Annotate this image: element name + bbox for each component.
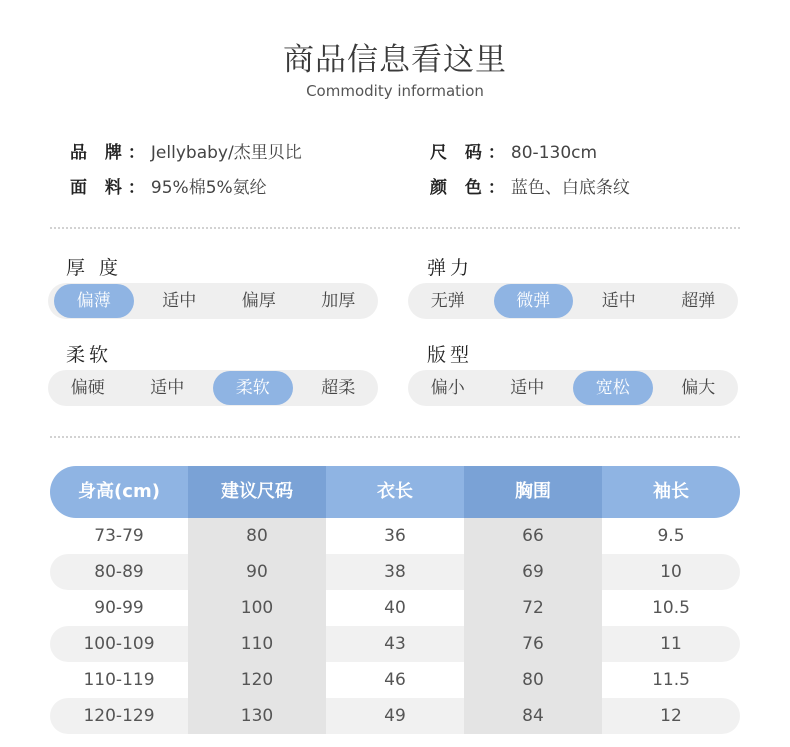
table-header: [50, 466, 740, 518]
column-header: 胸围: [464, 466, 602, 518]
page-header: [0, 40, 790, 100]
table-cell: 66: [464, 518, 602, 554]
table-cell: 73-79: [94, 526, 144, 546]
table-cell: 120-129: [83, 706, 155, 726]
table-cell: 38: [384, 562, 406, 582]
fit-option: 偏小: [430, 378, 465, 398]
page-subtitle: Commodity information: [306, 82, 484, 100]
table-cell: 90: [188, 554, 326, 590]
column-header: 建议尺码: [188, 466, 326, 518]
thickness-options: [48, 283, 378, 319]
table-row: [50, 698, 740, 734]
brand-value: Jellybaby/杰里贝比: [150, 143, 302, 163]
table-cell: 80: [188, 518, 326, 554]
elasticity-option: 超弹: [681, 291, 716, 311]
thickness-option: 偏薄: [54, 284, 134, 318]
table-cell: 110-119: [83, 670, 155, 690]
page-title: 商品信息看这里: [283, 42, 507, 78]
softness-options: [48, 370, 378, 406]
table-cell: 36: [384, 526, 406, 546]
table-cell: 84: [464, 698, 602, 734]
table-row: [50, 518, 740, 554]
info-color: [430, 173, 630, 198]
table-cell: 11: [660, 634, 682, 654]
fit-option: 宽松: [573, 371, 653, 405]
fabric-label: 面 料：: [70, 178, 151, 198]
table-row: [50, 626, 740, 662]
table-cell: 40: [384, 598, 406, 618]
elasticity-option: 适中: [601, 291, 636, 311]
brand-label: 品 牌：: [70, 143, 151, 163]
info-fabric: [70, 173, 267, 198]
fit-option: 偏大: [681, 378, 716, 398]
info-size: [430, 138, 597, 163]
elasticity-option: 微弹: [494, 284, 574, 318]
softness-option: 柔软: [213, 371, 293, 405]
table-cell: 43: [384, 634, 406, 654]
divider: [50, 227, 740, 229]
table-row: [50, 554, 740, 590]
thickness-option: 加厚: [321, 291, 356, 311]
table-cell: 69: [464, 554, 602, 590]
table-cell: 90-99: [94, 598, 144, 618]
size-value: 80-130cm: [510, 143, 598, 163]
divider: [50, 436, 740, 438]
table-cell: 130: [188, 698, 326, 734]
table-cell: 49: [384, 706, 406, 726]
softness-option: 超柔: [321, 378, 356, 398]
softness-title: 柔软: [66, 344, 113, 366]
column-header: 衣长: [377, 481, 413, 502]
table-cell: 72: [464, 590, 602, 626]
fit-options: [408, 370, 738, 406]
thickness-option: 适中: [162, 291, 197, 311]
table-cell: 80-89: [94, 562, 144, 582]
table-cell: 10: [660, 562, 682, 582]
table-cell: 80: [464, 662, 602, 698]
table-cell: 100: [188, 590, 326, 626]
table-cell: 110: [188, 626, 326, 662]
column-header: 身高(cm): [78, 481, 160, 502]
table-cell: 10.5: [652, 598, 690, 618]
table-cell: 100-109: [83, 634, 155, 654]
info-brand: [70, 138, 302, 163]
elasticity-option: 无弹: [430, 291, 465, 311]
color-label: 颜 色：: [430, 178, 511, 198]
fabric-value: 95%棉5%氨纶: [150, 178, 267, 198]
size-table: [50, 466, 740, 734]
thickness-option: 偏厚: [241, 291, 276, 311]
elasticity-title: 弹力: [427, 257, 474, 279]
table-cell: 9.5: [657, 526, 685, 546]
table-cell: 76: [464, 626, 602, 662]
fit-option: 适中: [510, 378, 545, 398]
elasticity-options: [408, 283, 738, 319]
table-row: [50, 662, 740, 698]
table-cell: 46: [384, 670, 406, 690]
thickness-title: 厚 度: [66, 257, 123, 279]
table-cell: 120: [188, 662, 326, 698]
softness-option: 适中: [150, 378, 185, 398]
table-cell: 12: [660, 706, 682, 726]
table-row: [50, 590, 740, 626]
softness-option: 偏硬: [70, 378, 105, 398]
color-value: 蓝色、白底条纹: [510, 178, 630, 198]
table-cell: 11.5: [652, 670, 690, 690]
size-label: 尺 码：: [430, 143, 511, 163]
column-header: 袖长: [653, 481, 689, 502]
fit-title: 版型: [427, 344, 474, 366]
